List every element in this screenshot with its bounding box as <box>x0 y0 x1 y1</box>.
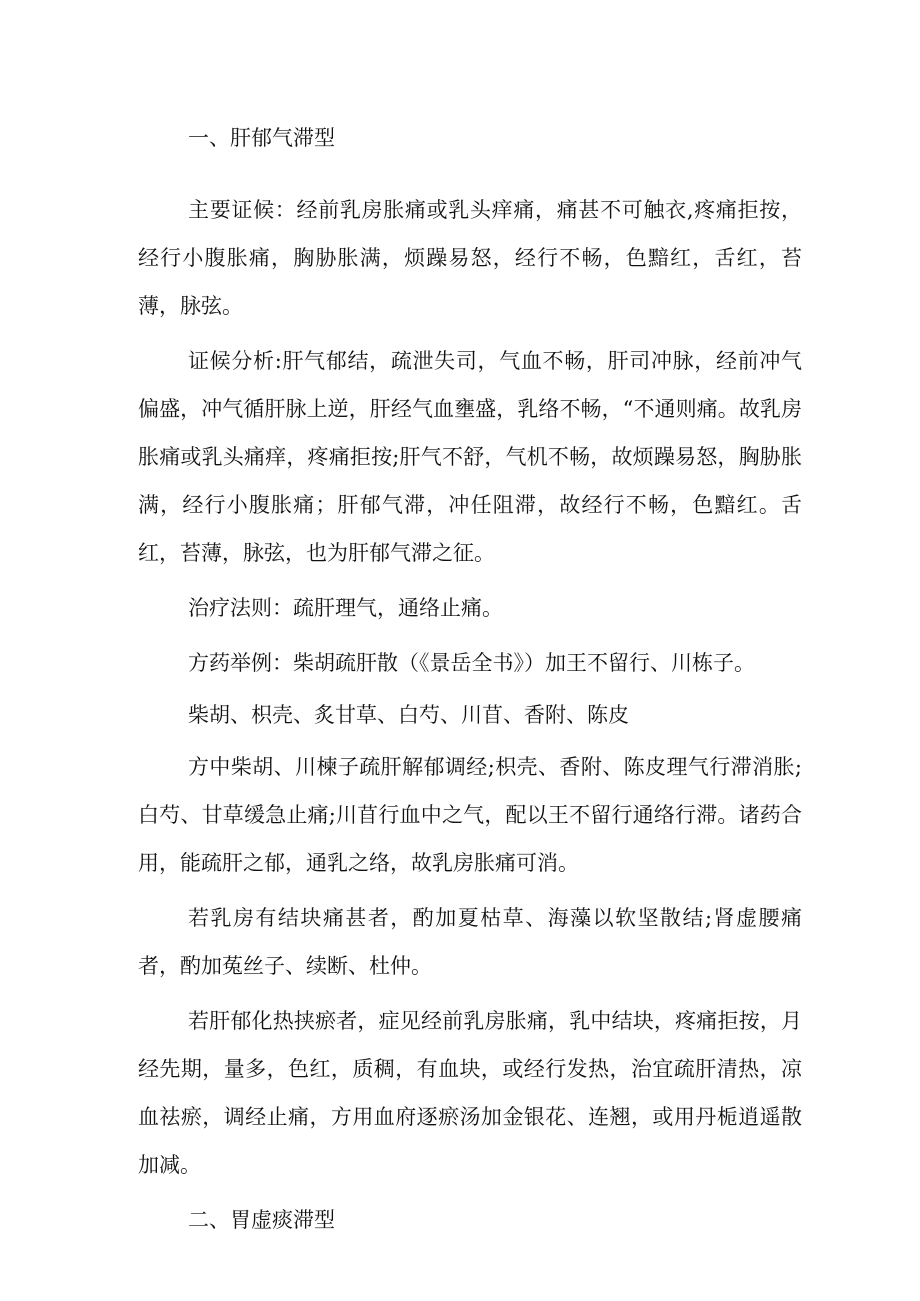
paragraph-treatment-principle: 治疗法则：疏肝理气，通络止痛。 <box>188 596 503 620</box>
section-heading-liver-qi: 一、肝郁气滞型 <box>188 126 335 150</box>
paragraph-prescription-example: 方药举例：柴胡疏肝散（《景岳全书》）加王不留行、川栋子。 <box>188 651 755 675</box>
paragraph-modification-lumps: 若乳房有结块痛甚者，酌加夏枯草、海藻以软坚散结;肾虚腰痛者，酌加菟丝子、续断、杜仲。 <box>138 906 802 978</box>
section-heading-stomach-phlegm: 二、胃虚痰滞型 <box>188 1208 335 1232</box>
paragraph-herb-list: 柴胡、枳壳、炙甘草、白芍、川苜、香附、陈皮 <box>188 703 629 727</box>
paragraph-syndrome-analysis: 证候分析:肝气郁结，疏泄失司，气血不畅，肝司冲脉，经前冲气偏盛，冲气循肝脉上逆，肝经气血壅盛，乳络不畅，“不通则痛。故乳房胀痛或乳头痛痒，疼痛拒按;肝气不舒，气机不畅，故烦躁易怒，胸胁胀满，经行小腹胀痛；肝郁气滞，冲任阻滞，故经行不畅，色黯红。舌红，苔薄，脉弦，也为肝郁气滞之征。 <box>138 349 802 565</box>
paragraph-modification-heat-stasis: 若肝郁化热挟瘀者，症见经前乳房胀痛，乳中结块，疼痛拒按，月经先期，量多，色红，质稠，有血块，或经行发热，治宜疏肝清热，凉血祛瘀，调经止痛，方用血府逐瘀汤加金银花、连翘，或用丹栀逍遥散加减。 <box>138 1009 802 1177</box>
paragraph-main-symptoms: 主要证候：经前乳房胀痛或乳头痒痛，痛甚不可触衣,疼痛拒按，经行小腹胀痛，胸胁胀满，烦躁易怒，经行不畅，色黯红，舌红，苔薄，脉弦。 <box>138 198 802 318</box>
paragraph-prescription-explanation: 方中柴胡、川楝子疏肝解郁调经;枳壳、香附、陈皮理气行滞消胀;白芍、甘草缓急止痛;川苜行血中之气，配以王不留行通络行滞。诸药合用，能疏肝之郁，通乳之络，故乳房胀痛可消。 <box>138 755 802 875</box>
